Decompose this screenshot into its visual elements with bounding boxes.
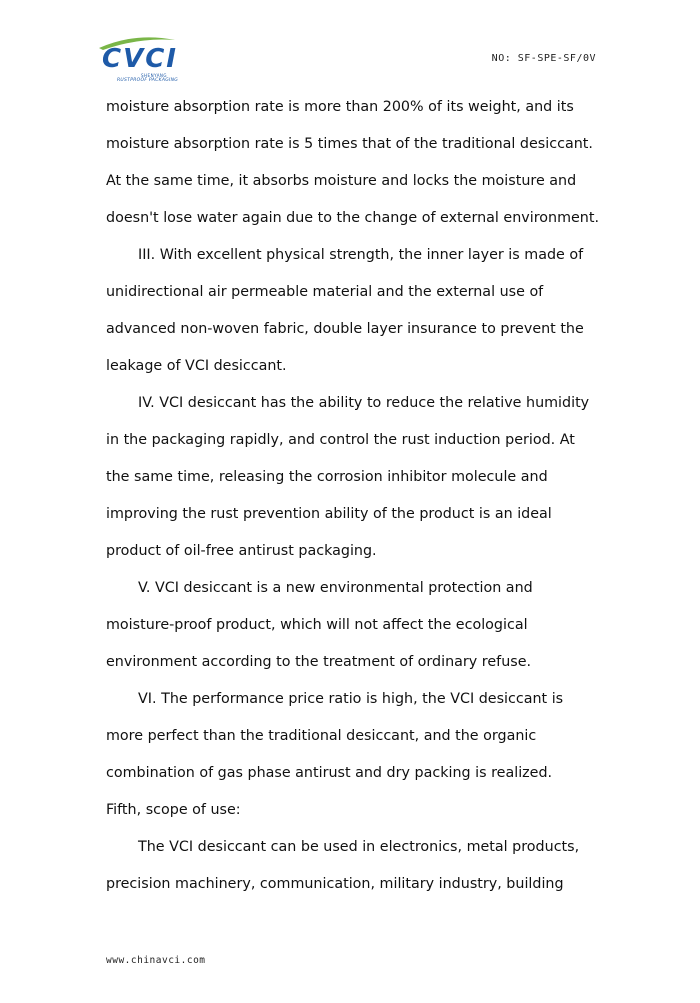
text-line: improving the rust prevention ability of the product is an ideal xyxy=(106,506,552,522)
text-line: product of oil-free antirust packaging. xyxy=(106,543,377,559)
text-line: unidirectional air permeable material and the external use of xyxy=(106,284,544,300)
text-line: combination of gas phase antirust and dry packing is realized. xyxy=(106,765,553,781)
text-line: in the packaging rapidly, and control the rust induction period. At xyxy=(106,432,575,448)
text-line: VI. The performance price ratio is high, the VCI desiccant is xyxy=(138,691,564,707)
text-line: The VCI desiccant can be used in electronics, metal products, xyxy=(138,839,580,855)
text-line: moisture absorption rate is 5 times that of the traditional desiccant. xyxy=(106,136,593,152)
text-line: precision machinery, communication, military industry, building xyxy=(106,876,564,892)
text-line: moisture absorption rate is more than 200% of its weight, and its xyxy=(106,99,574,115)
company-logo xyxy=(95,34,190,84)
footer-website: www.chinavci.com xyxy=(106,955,206,966)
text-line: advanced non-woven fabric, double layer insurance to prevent the xyxy=(106,321,584,337)
text-line: III. With excellent physical strength, the inner layer is made of xyxy=(138,247,584,263)
text-line: leakage of VCI desiccant. xyxy=(106,358,287,374)
text-line: doesn't lose water again due to the change of external environment. xyxy=(106,210,600,226)
text-line: IV. VCI desiccant has the ability to reduce the relative humidity xyxy=(138,395,590,411)
text-line: the same time, releasing the corrosion inhibitor molecule and xyxy=(106,469,548,485)
document-body xyxy=(106,89,606,903)
logo-text: CVCI xyxy=(102,44,178,74)
document-number: NO: SF-SPE-SF/0V xyxy=(491,53,596,64)
logo-subtitle-city: SHENYANG xyxy=(141,73,168,78)
text-line: V. VCI desiccant is a new environmental protection and xyxy=(138,580,533,596)
text-line: At the same time, it absorbs moisture and locks the moisture and xyxy=(106,173,577,189)
text-line: more perfect than the traditional desiccant, and the organic xyxy=(106,728,537,744)
text-line: moisture-proof product, which will not affect the ecological xyxy=(106,617,528,633)
text-line: environment according to the treatment of ordinary refuse. xyxy=(106,654,532,670)
logo-subtitle-tagline: RUSTPROOF PACKAGING xyxy=(117,78,179,83)
section-heading: Fifth, scope of use: xyxy=(106,802,241,818)
